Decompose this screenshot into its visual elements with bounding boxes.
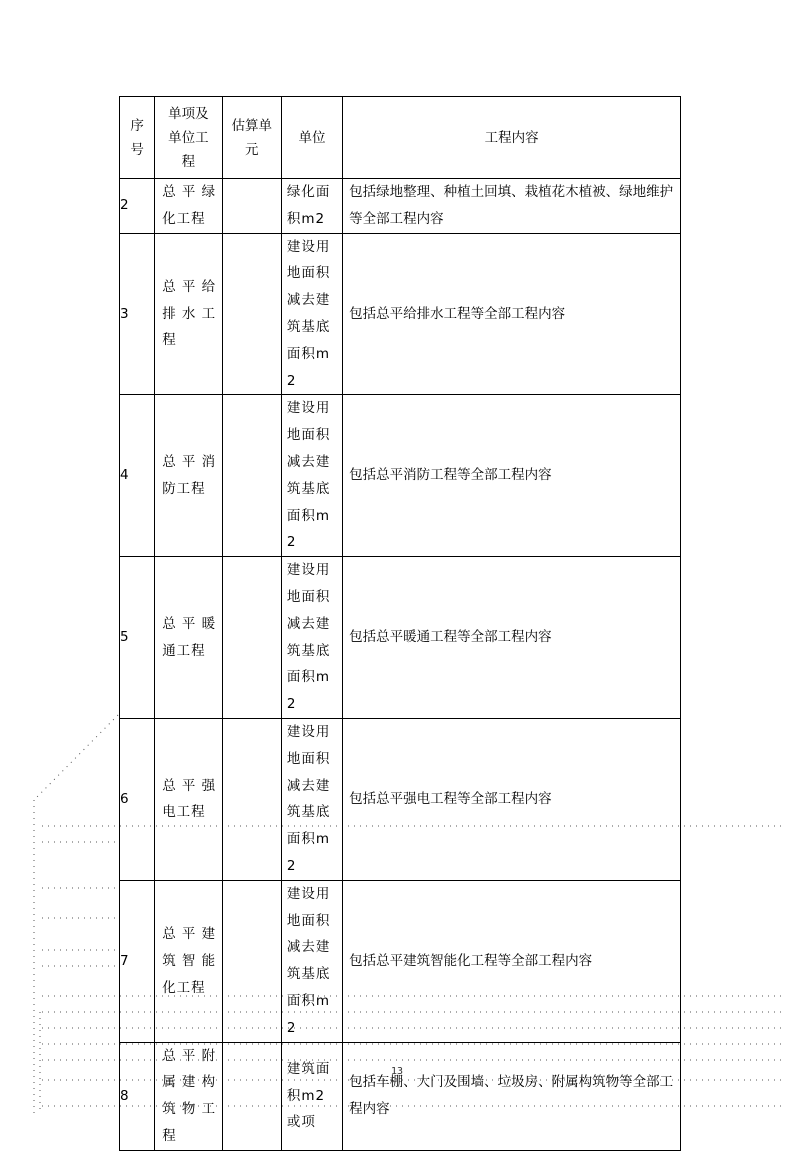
table-header-row bbox=[120, 97, 681, 179]
cell-seq: 2 bbox=[120, 179, 155, 234]
cell-content: 包括总平给排水工程等全部工程内容 bbox=[343, 233, 681, 395]
cell-seq: 7 bbox=[120, 880, 155, 1042]
cell-estimate-unit bbox=[222, 557, 281, 719]
cell-unit: 建设用地面积减去建筑基底面积m2 bbox=[281, 557, 342, 719]
cell-estimate-unit bbox=[222, 233, 281, 395]
cell-unit: 绿化面积m2 bbox=[281, 179, 342, 234]
cell-unit: 建设用地面积减去建筑基底面积m2 bbox=[281, 395, 342, 557]
cell-content: 包括绿地整理、种植土回填、栽植花木植被、绿地维护等全部工程内容 bbox=[343, 179, 681, 234]
table-row bbox=[120, 179, 681, 234]
cell-seq: 3 bbox=[120, 233, 155, 395]
cell-content: 包括总平强电工程等全部工程内容 bbox=[343, 718, 681, 880]
cell-unit: 建设用地面积减去建筑基底面积m2 bbox=[281, 233, 342, 395]
page-number: 13 bbox=[390, 1066, 404, 1077]
cell-item: 总平给排水工程 bbox=[155, 233, 222, 395]
cell-unit: 建设用地面积减去建筑基底面积m2 bbox=[281, 718, 342, 880]
header-item: 单项及单位工程 bbox=[155, 97, 222, 179]
cell-seq: 6 bbox=[120, 718, 155, 880]
cell-unit: 建筑面积m2或项 bbox=[281, 1042, 342, 1150]
table-row bbox=[120, 718, 681, 880]
estimate-table bbox=[119, 96, 681, 1151]
cell-estimate-unit bbox=[222, 718, 281, 880]
table-row bbox=[120, 233, 681, 395]
table-row bbox=[120, 557, 681, 719]
cell-item: 总平暖通工程 bbox=[155, 557, 222, 719]
cell-content: 包括总平建筑智能化工程等全部工程内容 bbox=[343, 880, 681, 1042]
cell-item: 总平强电工程 bbox=[155, 718, 222, 880]
cell-item: 总平建筑智能化工程 bbox=[155, 880, 222, 1042]
cell-seq: 8 bbox=[120, 1042, 155, 1150]
table-row bbox=[120, 880, 681, 1042]
cell-seq: 5 bbox=[120, 557, 155, 719]
cell-item: 总平消防工程 bbox=[155, 395, 222, 557]
cell-content: 包括总平消防工程等全部工程内容 bbox=[343, 395, 681, 557]
cell-content: 包括车棚、大门及围墙、垃圾房、附属构筑物等全部工程内容 bbox=[343, 1042, 681, 1150]
cell-content: 包括总平暖通工程等全部工程内容 bbox=[343, 557, 681, 719]
cell-estimate-unit bbox=[222, 395, 281, 557]
header-estimate-unit: 估算单元 bbox=[222, 97, 281, 179]
table-row bbox=[120, 1042, 681, 1150]
header-content: 工程内容 bbox=[343, 97, 681, 179]
cell-item: 总平绿化工程 bbox=[155, 179, 222, 234]
table-row bbox=[120, 395, 681, 557]
cell-item: 总平附属建构筑物工程 bbox=[155, 1042, 222, 1150]
header-unit: 单位 bbox=[281, 97, 342, 179]
cell-estimate-unit bbox=[222, 1042, 281, 1150]
cell-seq: 4 bbox=[120, 395, 155, 557]
header-seq: 序号 bbox=[120, 97, 155, 179]
cell-estimate-unit bbox=[222, 880, 281, 1042]
cell-estimate-unit bbox=[222, 179, 281, 234]
cell-unit: 建设用地面积减去建筑基底面积m2 bbox=[281, 880, 342, 1042]
